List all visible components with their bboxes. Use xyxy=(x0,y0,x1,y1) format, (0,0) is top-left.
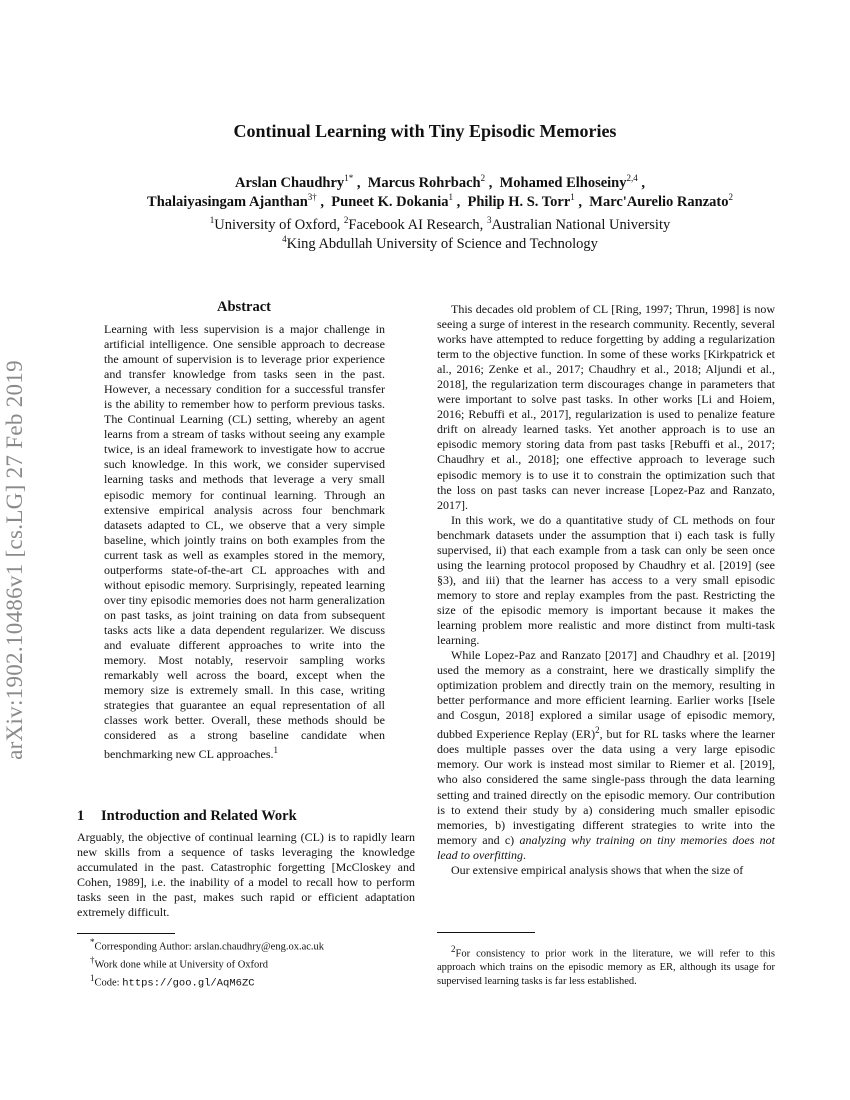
abstract-heading: Abstract xyxy=(217,299,271,315)
footnote-text: Code: xyxy=(94,977,123,989)
author-sup: 2 xyxy=(480,173,486,183)
right-column xyxy=(437,302,775,878)
code-link[interactable]: https://goo.gl/AqM6ZC xyxy=(122,977,255,990)
affil-sup: 2 xyxy=(343,215,349,225)
footnote xyxy=(90,972,420,991)
footnote-rule xyxy=(77,933,175,934)
text: , but for RL tasks where the learner does multiple passes over the data using a very large episodic memory. Our work is instead most similar to Riemer et al. [2019], who also considered the same single-pass through the data learning setting and trained directly on the episodic memory. Our contribution is to extend their study by a) considering much smaller episodic memories, b) investigating different strategies to write into the memory and c) xyxy=(437,727,775,847)
author-sup: 3† xyxy=(307,192,317,202)
footnote-text: Work done while at University of Oxford xyxy=(94,959,269,971)
footnote xyxy=(90,936,420,954)
footnote-text: For consistency to prior work in the literature, we will refer to this approach which trains on the episodic memory as ER, although its usage for supervised learning tasks is far less established. xyxy=(437,948,775,987)
author-sup: 1 xyxy=(570,192,575,202)
affiliation: University of Oxford, xyxy=(214,216,344,233)
footnotes-left xyxy=(90,936,420,991)
section-heading-intro xyxy=(77,808,297,825)
author-name: Mohamed Elhoseiny xyxy=(499,174,627,191)
paragraph: Arguably, the objective of continual learning (CL) is to rapidly learn new skills from a sequence of tasks leveraging the knowledge accumulated in the past. Catastrophic forgetting [McCloskey and Cohen, 1989], i.e. the inability of a model to recall how to perform tasks seen in the past, makes such rapid or efficient adaptation extremely difficult. xyxy=(77,830,415,920)
footnote-text: Corresponding Author: arslan.chaudhry@eng.ox.ac.uk xyxy=(94,941,325,953)
paragraph xyxy=(437,648,775,863)
affil-sup: 4 xyxy=(282,234,287,244)
paragraph: In this work, we do a quantitative study of CL methods on four benchmark datasets under the assumption that i) each task is fully supervised, ii) that each example from a task can only be seen once using the learning protocol proposed by Chaudhry et al. [2019] (see §3), and iii) that the learner has access to a very small episodic memory to store and replay examples from the past. Restricting the size of the episodic memory is important because it makes the learning problem more realistic and more distinct from multi-task learning. xyxy=(437,512,775,648)
text: . xyxy=(523,847,526,862)
footnote-mark: 1 xyxy=(273,745,278,756)
affil-sup: 3 xyxy=(486,215,492,225)
abstract-body xyxy=(104,322,385,762)
footnote-mark: 2 xyxy=(451,944,456,954)
footnote-right xyxy=(437,943,775,988)
affiliations-line-1 xyxy=(60,215,820,234)
footnote-mark: 1 xyxy=(90,973,95,983)
paper-title: Continual Learning with Tiny Episodic Memories xyxy=(233,121,617,141)
author-sup: 2,4 xyxy=(626,173,638,183)
text: While Lopez-Paz and Ranzato [2017] and Chaudhry et al. [2019] used the memory as a constraint, here we drastically simplify the optimization problem and directly train on the memory, resulting in better performance and more efficient learning. Earlier works [Isele and Cosgun, 2018] explored a similar usage of episodic memory, dubbed Experience Replay (ER) xyxy=(437,648,775,742)
affiliations-line-2 xyxy=(60,234,820,253)
section-title: Introduction and Related Work xyxy=(101,808,297,824)
author-name: Philip H. S. Torr xyxy=(467,193,571,210)
author-name: Thalaiyasingam Ajanthan xyxy=(147,193,308,210)
author-name: Arslan Chaudhry xyxy=(235,174,345,191)
affiliation: Facebook AI Research, xyxy=(348,216,487,233)
abstract-text: Learning with less supervision is a major challenge in artificial intelligence. One sensible approach to decrease the amount of supervision is to leverage prior experience and transfer knowledge from tasks seen in the past. However, a necessary condition for a successful transfer is the ability to remember how to perform previous tasks. The Continual Learning (CL) setting, whereby an agent learns from a stream of tasks without seeing any example twice, is an ideal framework to investigate how to accrue such knowledge. In this work, we consider supervised learning tasks and methods that leverage a very small episodic memory for continual learning. Through an extensive empirical analysis across four benchmark datasets adapted to CL, we observe that a very simple baseline, which jointly trains on both examples from the current task as well as examples stored in the memory, outperforms state-of-the-art CL approaches with and without episodic memory. Surprisingly, repeated learning over tiny episodic memories does not harm generalization on past tasks, as joint training on data from subsequent tasks acts like a data dependent regularizer. We discuss and evaluate different approaches to write into the memory. Most notably, reservoir sampling works remarkably well across the board, except when the memory size is extremely small. In this case, writing strategies that guarantee an equal representation of all classes work better. Overall, these methods should be considered as a strong baseline candidate when benchmarking new CL approaches. xyxy=(104,322,385,762)
author-sup: 2 xyxy=(728,192,733,202)
authors-line-2: Thalaiyasingam Ajanthan$^{3\dagger}$ , Puneet K. Dokania$^1$ , Philip H. S. Torr$^1$ , Marc'Aurelio Ranzato$^2$ xyxy=(147,192,733,210)
paragraph: Our extensive empirical analysis shows that when the size of xyxy=(451,862,744,877)
author-sup: 1 xyxy=(448,192,454,202)
footnote xyxy=(90,954,420,972)
affiliation: Australian National University xyxy=(491,216,671,233)
authors-line-1: Arslan Chaudhry$^{1*}$ , Marcus Rohrbach$^2$ , Mohamed Elhoseiny$^{2,4}$ , xyxy=(235,173,645,191)
arxiv-identifier: arXiv:1902.10486v1 [cs.LG] 27 Feb 2019 xyxy=(2,360,27,760)
author-name: Marc'Aurelio Ranzato xyxy=(589,193,729,210)
author-name: Puneet K. Dokania xyxy=(331,193,449,210)
affiliation: King Abdullah University of Science and Technology xyxy=(286,235,598,252)
footnote-rule xyxy=(437,932,535,933)
affil-sup: 1 xyxy=(209,215,215,225)
footnote-mark: * xyxy=(90,937,95,947)
emphasis: analyzing why training on tiny memories does not lead to overfitting xyxy=(437,832,775,862)
section-number: 1 xyxy=(77,808,85,824)
footnote-mark: † xyxy=(90,955,95,965)
paragraph: This decades old problem of CL [Ring, 1997; Thrun, 1998] is now seeing a surge of interest in the research community. Recently, several works have attempted to reduce forgetting by adding a regularization term to the objective function. In some of these works [Kirkpatrick et al., 2016; Zenke et al., 2017; Chaudhry et al., 2018; Aljundi et al., 2018], the regularization term discourages change in parameters that were important to solve past tasks. In other works [Li and Hoiem, 2016; Rebuffi et al., 2017], regularization is used to penalize feature drift on already learned tasks. Yet another approach is to use an episodic memory storing data from past tasks [Rebuffi et al., 2017; Chaudhry et al., 2018]; one effective approach to leverage such episodic memory is to use it to constrain the optimization such that the loss on past tasks can never increase [Lopez-Paz and Ranzato, 2017]. xyxy=(437,302,775,512)
author-name: Marcus Rohrbach xyxy=(367,174,481,191)
footnote-mark: 2 xyxy=(595,725,600,736)
intro-paragraph xyxy=(77,830,415,920)
author-sup: 1* xyxy=(344,173,354,183)
